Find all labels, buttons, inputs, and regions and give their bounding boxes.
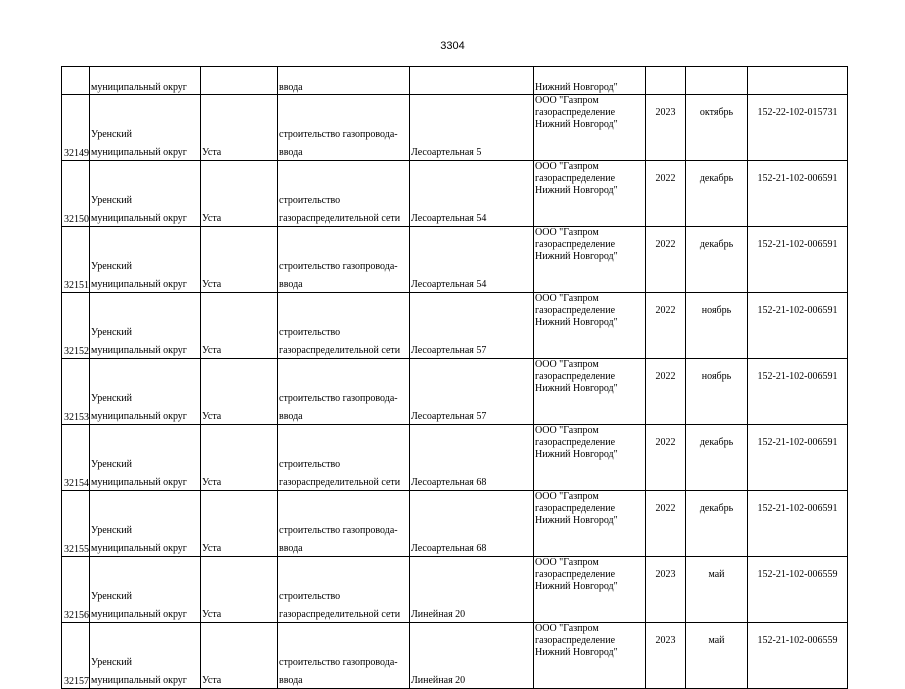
- org-line1: ООО "Газпром: [535, 491, 599, 502]
- district-line1: Уренский: [91, 525, 132, 536]
- district-line1: Уренский: [91, 591, 132, 602]
- cell-code: 152-21-102-006559: [748, 623, 848, 689]
- cell-district: муниципальный округ: [90, 67, 201, 95]
- cell-year: 2022: [646, 425, 686, 491]
- cell-work: [278, 95, 410, 161]
- cell-num: 32151: [62, 227, 90, 293]
- cell-year: 2023: [646, 95, 686, 161]
- cell-code: 152-21-102-006591: [748, 359, 848, 425]
- cell-org: [534, 227, 646, 293]
- work-line1: строительство газопровода-: [279, 261, 398, 272]
- work-line1: строительство: [279, 591, 341, 602]
- org-line2: газораспределение: [535, 569, 616, 580]
- org-line1: ООО "Газпром: [535, 359, 599, 370]
- cell-locality: Уста: [201, 425, 278, 491]
- table-row: [62, 161, 848, 227]
- cell-address: Лесоартельная 54: [410, 227, 534, 293]
- cell-org: [534, 95, 646, 161]
- cell-year: 2022: [646, 227, 686, 293]
- cell-address: Линейная 20: [410, 623, 534, 689]
- district-line2: муниципальный округ: [91, 213, 187, 224]
- work-line2: газораспределительной сети: [279, 213, 401, 224]
- cell-num: 32155: [62, 491, 90, 557]
- cell-district: [90, 161, 201, 227]
- cell-address: Лесоартельная 68: [410, 491, 534, 557]
- cell-locality: Уста: [201, 491, 278, 557]
- district-line1: Уренский: [91, 327, 132, 338]
- table-row: [62, 557, 848, 623]
- cell-month: ноябрь: [686, 359, 748, 425]
- cell-work: [278, 425, 410, 491]
- cell-code: 152-21-102-006591: [748, 491, 848, 557]
- cell-district: [90, 491, 201, 557]
- cell-locality: Уста: [201, 161, 278, 227]
- cell-month: ноябрь: [686, 293, 748, 359]
- district-line2: муниципальный округ: [91, 279, 187, 290]
- org-line3: Нижний Новгород": [535, 185, 618, 196]
- gasification-table: [61, 66, 848, 689]
- cell-address: Лесоартельная 68: [410, 425, 534, 491]
- work-line2: газораспределительной сети: [279, 609, 401, 620]
- district-line2: муниципальный округ: [91, 477, 187, 488]
- table-row: [62, 293, 848, 359]
- cell-org: Нижний Новгород": [534, 67, 646, 95]
- table-row-continued: [62, 67, 848, 95]
- org-line3: Нижний Новгород": [535, 515, 618, 526]
- cell-month: декабрь: [686, 227, 748, 293]
- work-line1: строительство: [279, 327, 341, 338]
- cell-org: [534, 491, 646, 557]
- cell-district: [90, 623, 201, 689]
- cell-district: [90, 227, 201, 293]
- cell-code: 152-21-102-006591: [748, 227, 848, 293]
- cell-work: [278, 227, 410, 293]
- cell-code: [748, 67, 848, 95]
- table-row: [62, 95, 848, 161]
- cell-work: [278, 161, 410, 227]
- cell-num: 32149: [62, 95, 90, 161]
- org-line2: газораспределение: [535, 107, 616, 118]
- district-line2: муниципальный округ: [91, 147, 187, 158]
- cell-address: Лесоартельная 54: [410, 161, 534, 227]
- org-line1: ООО "Газпром: [535, 425, 599, 436]
- cell-num: 32150: [62, 161, 90, 227]
- cell-address: [410, 67, 534, 95]
- work-line2: ввода: [279, 147, 303, 158]
- work-line1: строительство: [279, 195, 341, 206]
- cell-address: Лесоартельная 57: [410, 293, 534, 359]
- org-line2: газораспределение: [535, 239, 616, 250]
- cell-code: 152-22-102-015731: [748, 95, 848, 161]
- work-line2: ввода: [279, 279, 303, 290]
- cell-district: [90, 557, 201, 623]
- district-line2: муниципальный округ: [91, 411, 187, 422]
- cell-work: [278, 359, 410, 425]
- org-line2: газораспределение: [535, 503, 616, 514]
- cell-org: [534, 623, 646, 689]
- cell-code: 152-21-102-006591: [748, 293, 848, 359]
- cell-address: Линейная 20: [410, 557, 534, 623]
- org-line3: Нижний Новгород": [535, 317, 618, 328]
- org-line1: ООО "Газпром: [535, 161, 599, 172]
- org-line3: Нижний Новгород": [535, 449, 618, 460]
- work-line1: строительство газопровода-: [279, 657, 398, 668]
- cell-year: 2023: [646, 623, 686, 689]
- org-line1: ООО "Газпром: [535, 623, 599, 634]
- org-line3: Нижний Новгород": [535, 251, 618, 262]
- work-line2: ввода: [279, 411, 303, 422]
- org-line2: газораспределение: [535, 305, 616, 316]
- cell-num: 32154: [62, 425, 90, 491]
- cell-num: 32153: [62, 359, 90, 425]
- work-line2: ввода: [279, 675, 303, 686]
- cell-work: [278, 293, 410, 359]
- cell-locality: Уста: [201, 293, 278, 359]
- district-line1: Уренский: [91, 459, 132, 470]
- cell-locality: Уста: [201, 623, 278, 689]
- cell-org: [534, 161, 646, 227]
- page-number: 3304: [440, 40, 465, 52]
- cell-month: декабрь: [686, 491, 748, 557]
- cell-num: 32156: [62, 557, 90, 623]
- cell-year: 2023: [646, 557, 686, 623]
- table-row: [62, 359, 848, 425]
- org-line2: газораспределение: [535, 371, 616, 382]
- org-line1: ООО "Газпром: [535, 293, 599, 304]
- org-line3: Нижний Новгород": [535, 581, 618, 592]
- cell-work: [278, 557, 410, 623]
- district-line1: Уренский: [91, 657, 132, 668]
- cell-year: 2022: [646, 491, 686, 557]
- district-line1: Уренский: [91, 195, 132, 206]
- cell-org: [534, 359, 646, 425]
- cell-district: [90, 293, 201, 359]
- district-line1: Уренский: [91, 129, 132, 140]
- cell-year: [646, 67, 686, 95]
- work-line1: строительство газопровода-: [279, 393, 398, 404]
- cell-code: 152-21-102-006591: [748, 161, 848, 227]
- cell-month: май: [686, 557, 748, 623]
- cell-code: 152-21-102-006591: [748, 425, 848, 491]
- org-line2: газораспределение: [535, 635, 616, 646]
- district-line2: муниципальный округ: [91, 543, 187, 554]
- org-line3: Нижний Новгород": [535, 383, 618, 394]
- cell-locality: Уста: [201, 359, 278, 425]
- cell-district: [90, 95, 201, 161]
- cell-locality: Уста: [201, 95, 278, 161]
- work-line1: строительство газопровода-: [279, 525, 398, 536]
- org-line2: газораспределение: [535, 437, 616, 448]
- cell-month: октябрь: [686, 95, 748, 161]
- cell-num: [62, 67, 90, 95]
- cell-month: май: [686, 623, 748, 689]
- cell-district: [90, 425, 201, 491]
- cell-locality: [201, 67, 278, 95]
- cell-org: [534, 293, 646, 359]
- org-line1: ООО "Газпром: [535, 95, 599, 106]
- cell-locality: Уста: [201, 227, 278, 293]
- cell-code: 152-21-102-006559: [748, 557, 848, 623]
- cell-month: декабрь: [686, 161, 748, 227]
- table-row: [62, 425, 848, 491]
- org-line1: ООО "Газпром: [535, 557, 599, 568]
- cell-org: [534, 425, 646, 491]
- table-row: [62, 491, 848, 557]
- cell-org: [534, 557, 646, 623]
- cell-year: 2022: [646, 359, 686, 425]
- work-line1: строительство: [279, 459, 341, 470]
- table-row: [62, 227, 848, 293]
- work-line2: газораспределительной сети: [279, 477, 401, 488]
- district-line1: Уренский: [91, 261, 132, 272]
- cell-district: [90, 359, 201, 425]
- district-line1: Уренский: [91, 393, 132, 404]
- cell-work: [278, 623, 410, 689]
- cell-month: декабрь: [686, 425, 748, 491]
- work-line1: строительство газопровода-: [279, 129, 398, 140]
- district-line2: муниципальный округ: [91, 609, 187, 620]
- cell-address: Лесоартельная 57: [410, 359, 534, 425]
- cell-work: ввода: [278, 67, 410, 95]
- cell-year: 2022: [646, 293, 686, 359]
- org-line3: Нижний Новгород": [535, 119, 618, 130]
- work-line2: газораспределительной сети: [279, 345, 401, 356]
- org-line2: газораспределение: [535, 173, 616, 184]
- work-line2: ввода: [279, 543, 303, 554]
- table-row: [62, 623, 848, 689]
- org-line3: Нижний Новгород": [535, 647, 618, 658]
- cell-month: [686, 67, 748, 95]
- cell-address: Лесоартельная 5: [410, 95, 534, 161]
- org-line1: ООО "Газпром: [535, 227, 599, 238]
- district-line2: муниципальный округ: [91, 675, 187, 686]
- cell-locality: Уста: [201, 557, 278, 623]
- cell-work: [278, 491, 410, 557]
- cell-num: 32157: [62, 623, 90, 689]
- cell-num: 32152: [62, 293, 90, 359]
- district-line2: муниципальный округ: [91, 345, 187, 356]
- cell-year: 2022: [646, 161, 686, 227]
